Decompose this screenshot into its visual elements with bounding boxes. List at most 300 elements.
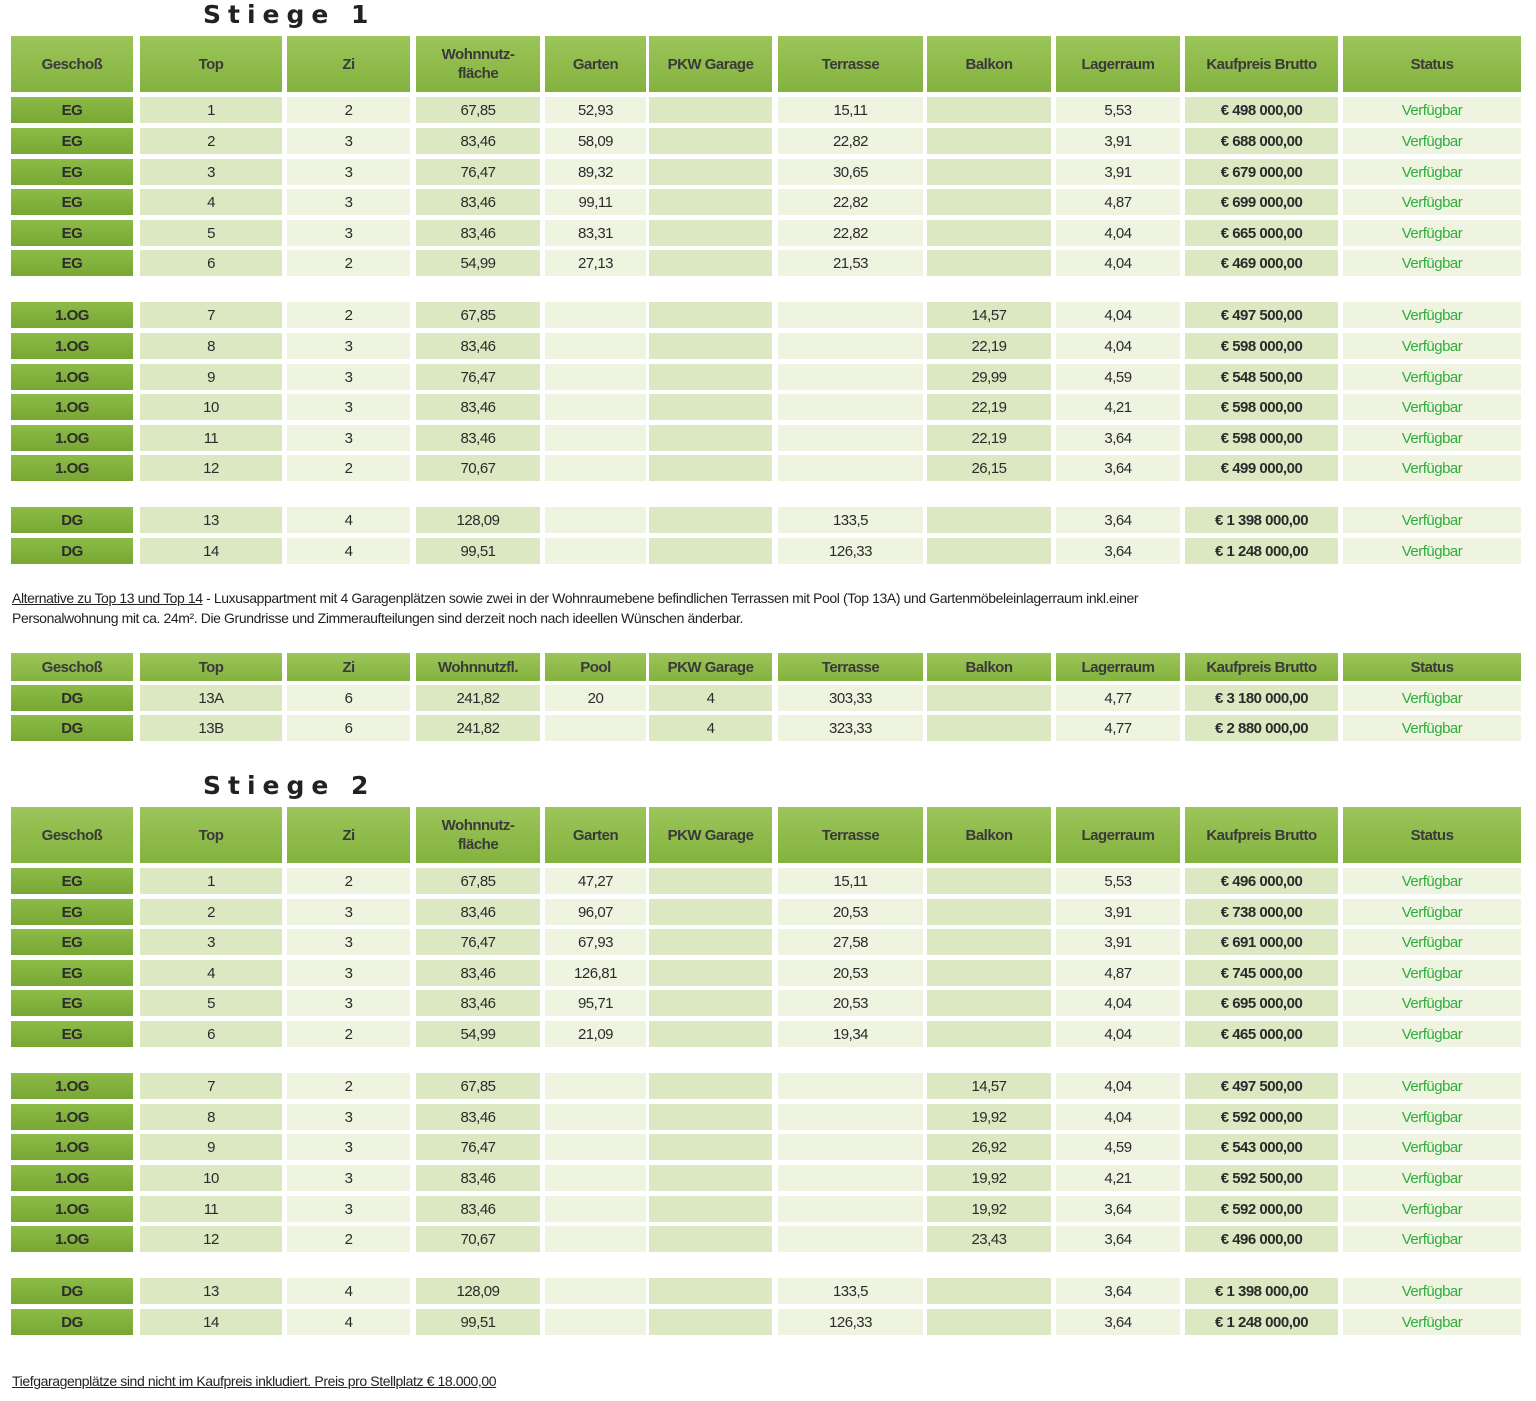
table-cell-lagerraum: 3,91: [1056, 128, 1180, 154]
table-cell-pkw-garage: [649, 1134, 772, 1160]
header-wohnnutzflaeche: Wohnnutz- fläche: [416, 807, 540, 863]
alternative-note: [12, 588, 1138, 628]
floor-cell: EG: [11, 97, 133, 123]
header-top: Top: [140, 807, 282, 863]
table-cell-terrasse: [778, 1134, 923, 1160]
table-cell-terrasse: [778, 1226, 923, 1252]
table-cell-pkw-garage: [649, 455, 772, 481]
table-cell-wohnnutzflaeche: 70,67: [416, 1226, 540, 1252]
table-cell-wohnnutzflaeche: 54,99: [416, 1021, 540, 1047]
table-cell-terrasse: [778, 455, 923, 481]
table-cell-kaufpreis: € 745 000,00: [1185, 960, 1338, 986]
table-cell-zi: 4: [287, 507, 410, 533]
table-cell-garten: [545, 1104, 646, 1130]
table-cell-terrasse: 303,33: [778, 685, 923, 711]
table-cell-garten: 20: [545, 685, 646, 711]
floor-cell: EG: [11, 220, 133, 246]
floor-cell: EG: [11, 250, 133, 276]
header-garten: Pool: [545, 653, 646, 681]
table-cell-status: Verfügbar: [1343, 425, 1521, 451]
header-status: Status: [1343, 36, 1521, 92]
table-cell-terrasse: 323,33: [778, 715, 923, 741]
table-cell-status: Verfügbar: [1343, 189, 1521, 215]
table-cell-kaufpreis: € 738 000,00: [1185, 899, 1338, 925]
table-cell-balkon: 19,92: [927, 1196, 1051, 1222]
table-cell-balkon: 19,92: [927, 1165, 1051, 1191]
table-cell-zi: 4: [287, 1309, 410, 1335]
table-cell-lagerraum: 4,04: [1056, 250, 1180, 276]
table-cell-garten: [545, 507, 646, 533]
table-cell-kaufpreis: € 679 000,00: [1185, 159, 1338, 185]
table-cell-balkon: [927, 990, 1051, 1016]
table-cell-garten: [545, 394, 646, 420]
table-cell-status: Verfügbar: [1343, 1226, 1521, 1252]
table-cell-top: 13: [140, 1278, 282, 1304]
table-cell-status: Verfügbar: [1343, 1073, 1521, 1099]
table-cell-status: Verfügbar: [1343, 685, 1521, 711]
table-cell-wohnnutzflaeche: 70,67: [416, 455, 540, 481]
table-cell-top: 6: [140, 250, 282, 276]
table-cell-zi: 2: [287, 1021, 410, 1047]
table-cell-terrasse: [778, 1196, 923, 1222]
floor-cell: EG: [11, 960, 133, 986]
table-cell-lagerraum: 5,53: [1056, 97, 1180, 123]
table-cell-garten: [545, 455, 646, 481]
table-cell-zi: 3: [287, 1104, 410, 1130]
table-cell-balkon: 14,57: [927, 302, 1051, 328]
table-cell-pkw-garage: [649, 929, 772, 955]
table-cell-wohnnutzflaeche: 99,51: [416, 1309, 540, 1335]
table-cell-lagerraum: 3,91: [1056, 929, 1180, 955]
table-cell-wohnnutzflaeche: 128,09: [416, 507, 540, 533]
table-cell-terrasse: 22,82: [778, 220, 923, 246]
table-cell-pkw-garage: 4: [649, 715, 772, 741]
table-cell-zi: 2: [287, 302, 410, 328]
table-cell-kaufpreis: € 665 000,00: [1185, 220, 1338, 246]
table-cell-pkw-garage: [649, 538, 772, 564]
table-cell-lagerraum: 3,64: [1056, 1226, 1180, 1252]
header-zi: Zi: [287, 807, 410, 863]
table-cell-terrasse: [778, 333, 923, 359]
alternative-note-line2: Personalwohnung mit ca. 24m². Die Grundrisse und Zimmeraufteilungen sind derzeit noch nach ideellen Wünschen änderbar.: [12, 610, 744, 626]
table-cell-top: 12: [140, 455, 282, 481]
table-cell-balkon: [927, 97, 1051, 123]
table-cell-garten: 95,71: [545, 990, 646, 1016]
table-cell-terrasse: 126,33: [778, 1309, 923, 1335]
table-cell-pkw-garage: [649, 128, 772, 154]
floor-cell: DG: [11, 507, 133, 533]
table-cell-garten: 99,11: [545, 189, 646, 215]
table-cell-terrasse: 20,53: [778, 990, 923, 1016]
table-cell-balkon: [927, 507, 1051, 533]
table-cell-lagerraum: 3,64: [1056, 538, 1180, 564]
table-cell-pkw-garage: [649, 394, 772, 420]
table-cell-top: 3: [140, 929, 282, 955]
table-cell-terrasse: [778, 302, 923, 328]
table-cell-balkon: 22,19: [927, 425, 1051, 451]
table-cell-kaufpreis: € 592 000,00: [1185, 1104, 1338, 1130]
table-cell-wohnnutzflaeche: 54,99: [416, 250, 540, 276]
table-cell-garten: 52,93: [545, 97, 646, 123]
floor-cell: 1.OG: [11, 1073, 133, 1099]
table-cell-status: Verfügbar: [1343, 333, 1521, 359]
table-cell-balkon: [927, 189, 1051, 215]
table-cell-wohnnutzflaeche: 83,46: [416, 333, 540, 359]
header-lagerraum: Lagerraum: [1056, 36, 1180, 92]
table-cell-status: Verfügbar: [1343, 394, 1521, 420]
heading-stiege-2: Stiege 2: [203, 771, 376, 800]
table-cell-status: Verfügbar: [1343, 929, 1521, 955]
table-cell-garten: [545, 1165, 646, 1191]
header-geschoss: Geschoß: [11, 807, 133, 863]
table-cell-top: 1: [140, 97, 282, 123]
table-cell-wohnnutzflaeche: 76,47: [416, 1134, 540, 1160]
table-cell-terrasse: 30,65: [778, 159, 923, 185]
floor-cell: EG: [11, 189, 133, 215]
table-cell-top: 11: [140, 1196, 282, 1222]
table-cell-garten: 21,09: [545, 1021, 646, 1047]
table-cell-lagerraum: 5,53: [1056, 868, 1180, 894]
heading-stiege-1: Stiege 1: [203, 0, 376, 29]
table-cell-wohnnutzflaeche: 83,46: [416, 1196, 540, 1222]
table-cell-zi: 4: [287, 1278, 410, 1304]
table-cell-zi: 2: [287, 250, 410, 276]
table-cell-terrasse: 20,53: [778, 899, 923, 925]
alternative-note-text: - Luxusappartment mit 4 Garagenplätzen sowie zwei in der Wohnraumebene befindlichen Terrassen mit Pool (Top 13A) und Gartenmöbeleinlagerraum inkl.einer: [202, 590, 1139, 606]
header-pkw-garage: PKW Garage: [649, 807, 772, 863]
table-cell-top: 2: [140, 128, 282, 154]
table-cell-pkw-garage: [649, 302, 772, 328]
table-cell-top: 13: [140, 507, 282, 533]
table-cell-terrasse: [778, 1165, 923, 1191]
table-cell-kaufpreis: € 598 000,00: [1185, 394, 1338, 420]
table-cell-terrasse: 126,33: [778, 538, 923, 564]
table-cell-zi: 6: [287, 715, 410, 741]
table-cell-wohnnutzflaeche: 241,82: [416, 715, 540, 741]
table-cell-status: Verfügbar: [1343, 507, 1521, 533]
table-cell-top: 4: [140, 189, 282, 215]
header-garten: Garten: [545, 36, 646, 92]
table-cell-status: Verfügbar: [1343, 250, 1521, 276]
table-cell-zi: 3: [287, 929, 410, 955]
table-cell-top: 2: [140, 899, 282, 925]
table-cell-zi: 3: [287, 333, 410, 359]
table-cell-terrasse: 22,82: [778, 189, 923, 215]
table-cell-balkon: [927, 1021, 1051, 1047]
table-cell-lagerraum: 4,04: [1056, 990, 1180, 1016]
floor-cell: DG: [11, 685, 133, 711]
table-cell-kaufpreis: € 598 000,00: [1185, 425, 1338, 451]
table-cell-kaufpreis: € 496 000,00: [1185, 868, 1338, 894]
floor-cell: 1.OG: [11, 1165, 133, 1191]
table-cell-terrasse: 19,34: [778, 1021, 923, 1047]
header-terrasse: Terrasse: [778, 36, 923, 92]
table-cell-kaufpreis: € 1 398 000,00: [1185, 507, 1338, 533]
table-cell-top: 8: [140, 1104, 282, 1130]
table-cell-status: Verfügbar: [1343, 1278, 1521, 1304]
table-cell-garten: 89,32: [545, 159, 646, 185]
table-cell-lagerraum: 4,77: [1056, 685, 1180, 711]
table-cell-top: 11: [140, 425, 282, 451]
table-cell-pkw-garage: [649, 1021, 772, 1047]
table-cell-kaufpreis: € 1 398 000,00: [1185, 1278, 1338, 1304]
table-cell-pkw-garage: [649, 1165, 772, 1191]
table-cell-top: 12: [140, 1226, 282, 1252]
table-cell-wohnnutzflaeche: 83,46: [416, 960, 540, 986]
header-geschoss: Geschoß: [11, 653, 133, 681]
table-cell-top: 4: [140, 960, 282, 986]
alternative-note-underlined: Alternative zu Top 13 und Top 14: [12, 590, 203, 606]
table-cell-status: Verfügbar: [1343, 1196, 1521, 1222]
header-lagerraum: Lagerraum: [1056, 807, 1180, 863]
table-cell-pkw-garage: [649, 1278, 772, 1304]
table-cell-terrasse: [778, 364, 923, 390]
table-cell-terrasse: 27,58: [778, 929, 923, 955]
table-cell-balkon: 22,19: [927, 394, 1051, 420]
table-cell-status: Verfügbar: [1343, 990, 1521, 1016]
table-cell-top: 8: [140, 333, 282, 359]
header-status: Status: [1343, 807, 1521, 863]
header-lagerraum: Lagerraum: [1056, 653, 1180, 681]
table-cell-lagerraum: 4,21: [1056, 1165, 1180, 1191]
table-cell-pkw-garage: [649, 220, 772, 246]
table-cell-zi: 3: [287, 159, 410, 185]
table-cell-pkw-garage: [649, 189, 772, 215]
table-cell-pkw-garage: [649, 1196, 772, 1222]
table-cell-kaufpreis: € 548 500,00: [1185, 364, 1338, 390]
table-cell-wohnnutzflaeche: 128,09: [416, 1278, 540, 1304]
table-cell-lagerraum: 3,64: [1056, 1309, 1180, 1335]
table-cell-terrasse: 15,11: [778, 97, 923, 123]
table-cell-balkon: [927, 960, 1051, 986]
table-cell-terrasse: 20,53: [778, 960, 923, 986]
table-cell-kaufpreis: € 598 000,00: [1185, 333, 1338, 359]
table-cell-status: Verfügbar: [1343, 715, 1521, 741]
table-cell-wohnnutzflaeche: 83,46: [416, 394, 540, 420]
table-cell-balkon: [927, 929, 1051, 955]
table-cell-pkw-garage: [649, 1309, 772, 1335]
table-cell-lagerraum: 4,04: [1056, 302, 1180, 328]
table-cell-kaufpreis: € 498 000,00: [1185, 97, 1338, 123]
table-cell-terrasse: [778, 1073, 923, 1099]
table-cell-garten: [545, 1309, 646, 1335]
table-cell-garten: [545, 1196, 646, 1222]
table-cell-pkw-garage: [649, 159, 772, 185]
table-cell-top: 13B: [140, 715, 282, 741]
table-cell-wohnnutzflaeche: 83,46: [416, 1165, 540, 1191]
table-cell-garten: 58,09: [545, 128, 646, 154]
floor-cell: 1.OG: [11, 1134, 133, 1160]
table-cell-balkon: 23,43: [927, 1226, 1051, 1252]
table-cell-pkw-garage: 4: [649, 685, 772, 711]
table-cell-balkon: [927, 899, 1051, 925]
table-cell-kaufpreis: € 497 500,00: [1185, 302, 1338, 328]
table-cell-balkon: [927, 868, 1051, 894]
header-wohnnutzflaeche: Wohnnutzfl.: [416, 653, 540, 681]
table-cell-wohnnutzflaeche: 99,51: [416, 538, 540, 564]
table-cell-kaufpreis: € 496 000,00: [1185, 1226, 1338, 1252]
table-cell-status: Verfügbar: [1343, 1021, 1521, 1047]
header-kaufpreis: Kaufpreis Brutto: [1185, 653, 1338, 681]
table-cell-garten: [545, 364, 646, 390]
table-cell-lagerraum: 4,04: [1056, 333, 1180, 359]
header-balkon: Balkon: [927, 653, 1051, 681]
table-cell-garten: 47,27: [545, 868, 646, 894]
table-cell-garten: [545, 302, 646, 328]
table-cell-terrasse: 21,53: [778, 250, 923, 276]
table-cell-kaufpreis: € 695 000,00: [1185, 990, 1338, 1016]
table-cell-zi: 2: [287, 1226, 410, 1252]
table-cell-zi: 6: [287, 685, 410, 711]
header-zi: Zi: [287, 653, 410, 681]
table-cell-kaufpreis: € 3 180 000,00: [1185, 685, 1338, 711]
table-cell-zi: 3: [287, 394, 410, 420]
table-cell-kaufpreis: € 688 000,00: [1185, 128, 1338, 154]
table-cell-lagerraum: 3,64: [1056, 425, 1180, 451]
table-cell-lagerraum: 4,87: [1056, 960, 1180, 986]
table-cell-top: 9: [140, 364, 282, 390]
table-cell-status: Verfügbar: [1343, 1165, 1521, 1191]
table-cell-terrasse: [778, 394, 923, 420]
table-cell-pkw-garage: [649, 1104, 772, 1130]
table-cell-wohnnutzflaeche: 67,85: [416, 97, 540, 123]
table-cell-zi: 3: [287, 960, 410, 986]
header-pkw-garage: PKW Garage: [649, 653, 772, 681]
table-cell-top: 7: [140, 1073, 282, 1099]
table-cell-garten: [545, 1134, 646, 1160]
table-cell-balkon: [927, 685, 1051, 711]
table-cell-terrasse: 133,5: [778, 507, 923, 533]
table-cell-balkon: [927, 128, 1051, 154]
table-cell-balkon: 26,15: [927, 455, 1051, 481]
table-cell-garten: [545, 1226, 646, 1252]
floor-cell: 1.OG: [11, 425, 133, 451]
table-cell-wohnnutzflaeche: 83,46: [416, 990, 540, 1016]
table-cell-status: Verfügbar: [1343, 302, 1521, 328]
table-cell-balkon: [927, 715, 1051, 741]
table-cell-wohnnutzflaeche: 67,85: [416, 1073, 540, 1099]
table-cell-top: 14: [140, 1309, 282, 1335]
table-cell-pkw-garage: [649, 507, 772, 533]
floor-cell: DG: [11, 538, 133, 564]
table-cell-terrasse: 22,82: [778, 128, 923, 154]
table-cell-top: 9: [140, 1134, 282, 1160]
header-zi: Zi: [287, 36, 410, 92]
table-cell-zi: 3: [287, 899, 410, 925]
table-cell-lagerraum: 4,59: [1056, 364, 1180, 390]
floor-cell: DG: [11, 1278, 133, 1304]
table-cell-balkon: [927, 220, 1051, 246]
table-cell-kaufpreis: € 465 000,00: [1185, 1021, 1338, 1047]
table-cell-kaufpreis: € 497 500,00: [1185, 1073, 1338, 1099]
table-cell-status: Verfügbar: [1343, 455, 1521, 481]
table-cell-zi: 4: [287, 538, 410, 564]
table-cell-wohnnutzflaeche: 76,47: [416, 159, 540, 185]
table-cell-status: Verfügbar: [1343, 899, 1521, 925]
table-cell-wohnnutzflaeche: 83,46: [416, 899, 540, 925]
table-cell-terrasse: [778, 425, 923, 451]
table-cell-zi: 3: [287, 220, 410, 246]
header-pkw-garage: PKW Garage: [649, 36, 772, 92]
table-cell-zi: 3: [287, 1165, 410, 1191]
table-cell-kaufpreis: € 1 248 000,00: [1185, 1309, 1338, 1335]
table-cell-status: Verfügbar: [1343, 128, 1521, 154]
table-cell-terrasse: 15,11: [778, 868, 923, 894]
header-kaufpreis: Kaufpreis Brutto: [1185, 807, 1338, 863]
header-balkon: Balkon: [927, 807, 1051, 863]
table-cell-garten: [545, 333, 646, 359]
table-cell-zi: 2: [287, 868, 410, 894]
table-cell-status: Verfügbar: [1343, 1309, 1521, 1335]
table-cell-balkon: 26,92: [927, 1134, 1051, 1160]
table-cell-top: 5: [140, 990, 282, 1016]
table-cell-balkon: [927, 1278, 1051, 1304]
table-cell-zi: 3: [287, 189, 410, 215]
table-cell-balkon: [927, 1309, 1051, 1335]
floor-cell: 1.OG: [11, 302, 133, 328]
table-cell-kaufpreis: € 1 248 000,00: [1185, 538, 1338, 564]
table-cell-wohnnutzflaeche: 83,46: [416, 1104, 540, 1130]
table-cell-wohnnutzflaeche: 83,46: [416, 189, 540, 215]
table-cell-lagerraum: 4,87: [1056, 189, 1180, 215]
floor-cell: 1.OG: [11, 364, 133, 390]
header-garten: Garten: [545, 807, 646, 863]
table-cell-status: Verfügbar: [1343, 868, 1521, 894]
table-cell-zi: 3: [287, 1196, 410, 1222]
table-cell-pkw-garage: [649, 960, 772, 986]
table-cell-kaufpreis: € 499 000,00: [1185, 455, 1338, 481]
floor-cell: 1.OG: [11, 1196, 133, 1222]
table-cell-lagerraum: 4,59: [1056, 1134, 1180, 1160]
table-cell-wohnnutzflaeche: 76,47: [416, 929, 540, 955]
table-cell-wohnnutzflaeche: 83,46: [416, 425, 540, 451]
table-cell-garten: [545, 538, 646, 564]
table-cell-status: Verfügbar: [1343, 1134, 1521, 1160]
table-cell-wohnnutzflaeche: 67,85: [416, 302, 540, 328]
table-cell-kaufpreis: € 592 000,00: [1185, 1196, 1338, 1222]
table-cell-balkon: [927, 538, 1051, 564]
table-cell-garten: 67,93: [545, 929, 646, 955]
header-wohnnutzflaeche: Wohnnutz- fläche: [416, 36, 540, 92]
table-cell-wohnnutzflaeche: 67,85: [416, 868, 540, 894]
footer-note: Tiefgaragenplätze sind nicht im Kaufpreis inkludiert. Preis pro Stellplatz € 18.000,00: [12, 1373, 497, 1389]
table-cell-kaufpreis: € 699 000,00: [1185, 189, 1338, 215]
floor-cell: EG: [11, 868, 133, 894]
table-cell-top: 10: [140, 1165, 282, 1191]
table-cell-status: Verfügbar: [1343, 97, 1521, 123]
header-top: Top: [140, 36, 282, 92]
table-cell-lagerraum: 3,64: [1056, 1196, 1180, 1222]
table-cell-balkon: 19,92: [927, 1104, 1051, 1130]
floor-cell: 1.OG: [11, 1226, 133, 1252]
table-cell-zi: 3: [287, 1134, 410, 1160]
table-cell-top: 3: [140, 159, 282, 185]
floor-cell: DG: [11, 715, 133, 741]
table-cell-pkw-garage: [649, 364, 772, 390]
table-cell-top: 14: [140, 538, 282, 564]
table-cell-balkon: 14,57: [927, 1073, 1051, 1099]
header-terrasse: Terrasse: [778, 653, 923, 681]
floor-cell: EG: [11, 899, 133, 925]
table-cell-zi: 3: [287, 425, 410, 451]
floor-cell: EG: [11, 929, 133, 955]
table-cell-kaufpreis: € 592 500,00: [1185, 1165, 1338, 1191]
table-cell-garten: [545, 1278, 646, 1304]
table-cell-pkw-garage: [649, 97, 772, 123]
table-cell-garten: [545, 715, 646, 741]
table-cell-lagerraum: 3,64: [1056, 455, 1180, 481]
table-cell-terrasse: [778, 1104, 923, 1130]
